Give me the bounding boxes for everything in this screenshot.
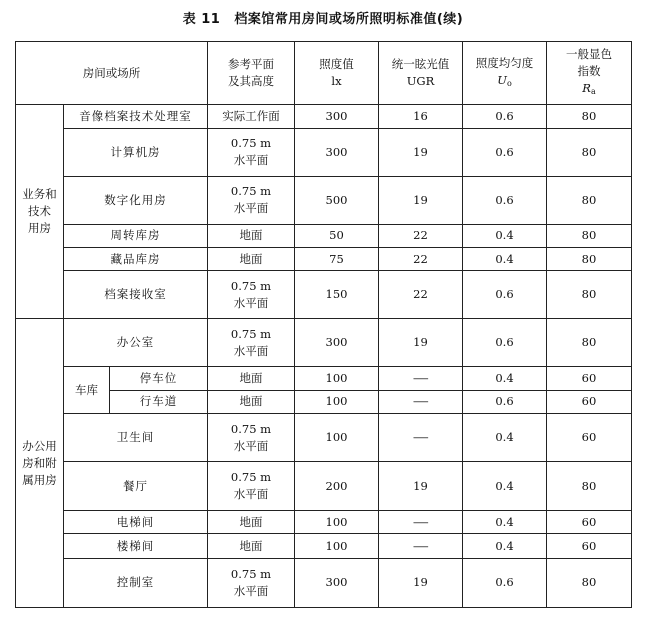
ref-plane-line: 0.75 m (230, 566, 272, 581)
table-row (16, 558, 632, 607)
ref-plane-cell (208, 128, 295, 176)
header-ref-plane-line2: 及其高度 (228, 74, 274, 89)
uniformity-cell: 0.4 (463, 534, 547, 558)
table-row (16, 511, 632, 534)
ref-plane-cell (208, 319, 295, 367)
ugr-cell (379, 367, 463, 390)
illuminance-cell: 300 (295, 128, 379, 176)
room-name: 餐厅 (64, 462, 208, 511)
ugr-cell: 22 (379, 224, 463, 247)
ref-plane-cell (208, 224, 295, 247)
header-illuminance-line1: 照度值 (319, 57, 354, 72)
uniformity-cell: 0.4 (463, 247, 547, 270)
ref-plane-line: 水平面 (233, 343, 269, 358)
illuminance-cell: 100 (295, 367, 379, 390)
illuminance-cell: 100 (295, 414, 379, 462)
color-rendering-cell: 80 (547, 319, 632, 367)
header-color-rendering-symbol (547, 80, 631, 100)
ugr-cell: 16 (379, 105, 463, 128)
ugr-cell (379, 414, 463, 462)
uniformity-cell: 0.6 (463, 319, 547, 367)
group-1-cell (16, 105, 64, 319)
table-row (16, 224, 632, 247)
table-row (16, 414, 632, 462)
ugr-cell: 19 (379, 319, 463, 367)
header-room: 房间或场所 (16, 42, 208, 105)
table-row (16, 247, 632, 270)
illuminance-cell: 75 (295, 247, 379, 270)
color-rendering-cell: 60 (547, 534, 632, 558)
ugr-dash: — (412, 514, 429, 529)
header-ref-plane (208, 42, 295, 105)
header-ugr-line2: UGR (406, 74, 435, 89)
uniformity-cell: 0.6 (463, 390, 547, 413)
uniformity-cell: 0.6 (463, 105, 547, 128)
header-uniformity-sub: o (506, 78, 512, 88)
ref-plane-cell (208, 176, 295, 224)
ref-plane-line: 水平面 (233, 153, 269, 168)
uniformity-cell: 0.4 (463, 367, 547, 390)
uniformity-cell: 0.6 (463, 176, 547, 224)
room-name: 行车道 (110, 390, 208, 413)
header-ugr-line1: 统一眩光值 (391, 57, 450, 72)
color-rendering-cell: 60 (547, 367, 632, 390)
color-rendering-cell: 80 (547, 462, 632, 511)
ref-plane-line: 地面 (239, 394, 263, 409)
header-color-rendering-line2: 指数 (577, 64, 601, 79)
color-rendering-cell: 60 (547, 414, 632, 462)
ref-plane-line: 地面 (239, 514, 263, 529)
illuminance-cell: 100 (295, 511, 379, 534)
ref-plane-line: 0.75 m (230, 421, 272, 436)
color-rendering-cell: 80 (547, 176, 632, 224)
ref-plane-line: 地面 (239, 251, 263, 266)
color-rendering-cell: 60 (547, 390, 632, 413)
illumination-table (15, 41, 632, 608)
illuminance-cell: 150 (295, 271, 379, 319)
table-title (0, 8, 646, 27)
table-row (16, 128, 632, 176)
color-rendering-cell: 60 (547, 511, 632, 534)
header-uniformity-line1: 照度均匀度 (475, 55, 534, 70)
color-rendering-cell: 80 (547, 247, 632, 270)
header-ugr (379, 42, 463, 105)
table-row (16, 462, 632, 511)
ref-plane-cell (208, 247, 295, 270)
ugr-cell: 22 (379, 271, 463, 319)
ref-plane-line: 0.75 m (230, 470, 272, 485)
ref-plane-line: 水平面 (233, 438, 269, 453)
room-name: 计算机房 (64, 128, 208, 176)
room-name: 控制室 (64, 558, 208, 607)
ref-plane-line: 地面 (239, 370, 263, 385)
ugr-cell: 19 (379, 462, 463, 511)
header-color-rendering-line1: 一般显色 (566, 47, 612, 62)
room-name: 楼梯间 (64, 534, 208, 558)
illuminance-cell: 300 (295, 558, 379, 607)
ref-plane-cell (208, 367, 295, 390)
room-name: 办公室 (64, 319, 208, 367)
ugr-cell (379, 390, 463, 413)
illuminance-cell: 100 (295, 390, 379, 413)
group-2-label-line: 办公用 (22, 438, 57, 453)
ref-plane-line: 实际工作面 (222, 108, 280, 123)
ugr-cell: 19 (379, 558, 463, 607)
color-rendering-cell: 80 (547, 558, 632, 607)
ref-plane-line: 水平面 (233, 583, 269, 598)
uniformity-cell: 0.6 (463, 271, 547, 319)
uniformity-cell: 0.6 (463, 128, 547, 176)
ref-plane-line: 水平面 (233, 487, 269, 502)
ref-plane-line: 地面 (239, 538, 263, 553)
group-1-label-line: 技术 (28, 204, 51, 219)
table-row (16, 367, 632, 390)
ugr-dash: — (412, 538, 429, 553)
table-number: 表 11 (182, 12, 221, 27)
group-1-label-line: 业务和 (22, 187, 57, 202)
header-color-rendering (547, 42, 632, 105)
room-name: 档案接收室 (64, 271, 208, 319)
ref-plane-cell (208, 271, 295, 319)
room-name: 周转库房 (64, 224, 208, 247)
garage-label: 车库 (64, 367, 110, 414)
ugr-cell (379, 534, 463, 558)
ugr-cell (379, 511, 463, 534)
color-rendering-cell: 80 (547, 224, 632, 247)
uniformity-cell: 0.4 (463, 414, 547, 462)
ugr-dash: — (412, 430, 429, 445)
ref-plane-line: 0.75 m (230, 136, 272, 151)
group-2-label-line: 属用房 (22, 472, 57, 487)
room-name: 卫生间 (64, 414, 208, 462)
ref-plane-line: 0.75 m (230, 278, 272, 293)
table-row (16, 105, 632, 128)
group-2-cell (16, 319, 64, 608)
illuminance-cell: 100 (295, 534, 379, 558)
ugr-dash: — (412, 394, 429, 409)
illuminance-cell: 200 (295, 462, 379, 511)
illuminance-cell: 300 (295, 105, 379, 128)
color-rendering-cell: 80 (547, 105, 632, 128)
uniformity-cell: 0.6 (463, 558, 547, 607)
illuminance-cell: 300 (295, 319, 379, 367)
header-uniformity-sym: U (497, 72, 507, 87)
header-color-rendering-sub: a (590, 87, 596, 97)
table-row (16, 176, 632, 224)
table-row (16, 271, 632, 319)
header-color-rendering-sym: R (582, 81, 591, 96)
header-uniformity (463, 42, 547, 105)
header-illuminance-unit: lx (331, 74, 342, 89)
ref-plane-cell (208, 511, 295, 534)
illuminance-cell: 50 (295, 224, 379, 247)
header-illuminance (295, 42, 379, 105)
uniformity-cell: 0.4 (463, 511, 547, 534)
ref-plane-cell (208, 534, 295, 558)
room-name: 停车位 (110, 367, 208, 390)
ugr-dash: — (412, 370, 429, 385)
table-row (16, 534, 632, 558)
ref-plane-cell (208, 558, 295, 607)
group-1-label-line: 用房 (28, 221, 51, 236)
ugr-cell: 19 (379, 128, 463, 176)
uniformity-cell: 0.4 (463, 462, 547, 511)
color-rendering-cell: 80 (547, 128, 632, 176)
room-name: 电梯间 (64, 511, 208, 534)
ref-plane-line: 0.75 m (230, 184, 272, 199)
ref-plane-line: 0.75 m (230, 326, 272, 341)
ref-plane-line: 地面 (239, 228, 263, 243)
uniformity-cell: 0.4 (463, 224, 547, 247)
ugr-cell: 19 (379, 176, 463, 224)
color-rendering-cell: 80 (547, 271, 632, 319)
room-name: 音像档案技术处理室 (64, 105, 208, 128)
ugr-cell: 22 (379, 247, 463, 270)
room-name: 数字化用房 (64, 176, 208, 224)
room-name: 藏品库房 (64, 247, 208, 270)
illuminance-cell: 500 (295, 176, 379, 224)
ref-plane-cell (208, 414, 295, 462)
ref-plane-line: 水平面 (233, 295, 269, 310)
ref-plane-cell (208, 390, 295, 413)
table-row (16, 319, 632, 367)
ref-plane-cell (208, 105, 295, 128)
header-ref-plane-line1: 参考平面 (228, 57, 274, 72)
group-2-label-line: 房和附 (22, 455, 57, 470)
ref-plane-line: 水平面 (233, 201, 269, 216)
ref-plane-cell (208, 462, 295, 511)
header-uniformity-symbol (463, 72, 546, 92)
table-caption: 档案馆常用房间或场所照明标准值(续) (234, 12, 464, 27)
header-row (16, 42, 632, 105)
